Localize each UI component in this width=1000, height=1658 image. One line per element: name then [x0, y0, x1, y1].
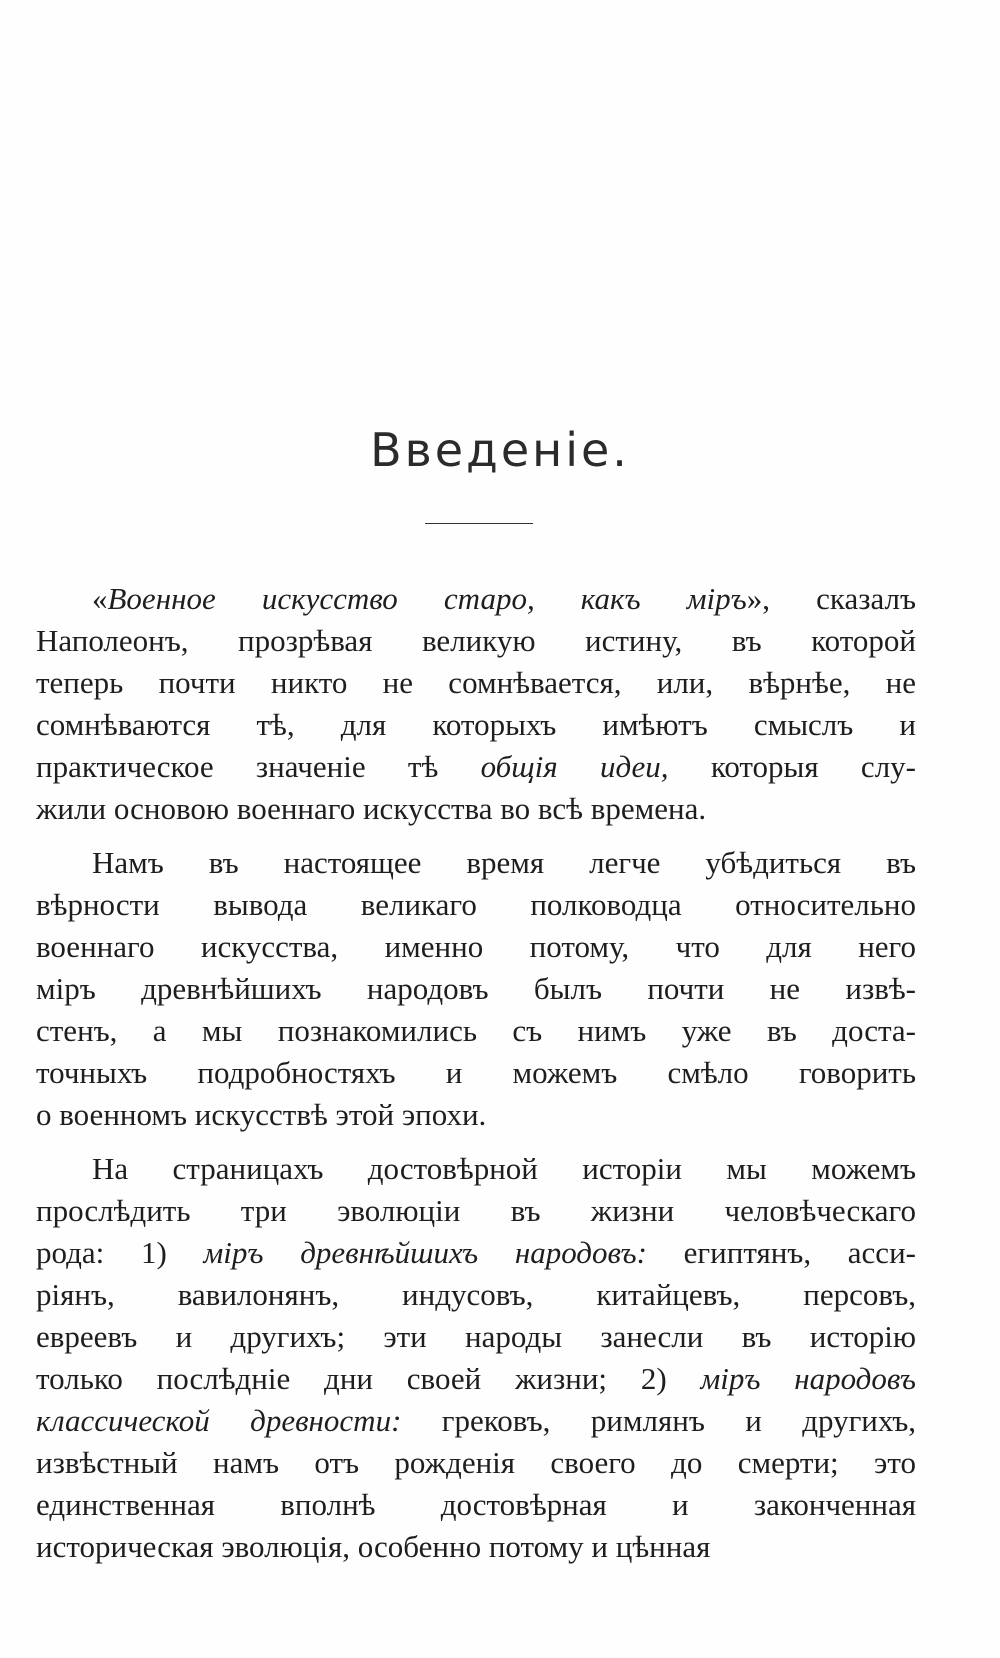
title-divider [425, 523, 533, 524]
text-run: о военномъ искусствѣ этой эпохи. [36, 1097, 487, 1132]
text-run: », сказалъ [746, 581, 916, 616]
text-run: « [92, 581, 108, 616]
text-run: историческая эволюцiя, особенно потому и цѣнная [36, 1529, 711, 1564]
italic-run: Военное искусство старо, какъ мiръ [107, 581, 747, 616]
text-run: Наполеонъ, прозрѣвая великую истину, въ которой [36, 623, 916, 658]
text-line [36, 1526, 916, 1568]
text-run: извѣстный намъ отъ рожденiя своего до смерти; это [36, 1445, 916, 1480]
text-line [36, 746, 916, 788]
text-line [36, 926, 916, 968]
text-run: рiянъ, вавилонянъ, индусовъ, китайцевъ, персовъ, [36, 1277, 916, 1312]
paragraph [36, 578, 916, 830]
paragraph [36, 842, 916, 1136]
text-run: практическое значенiе тѣ [36, 749, 481, 784]
text-run: египтянъ, асси- [646, 1235, 916, 1270]
text-line [36, 1148, 916, 1190]
text-run: только послѣднiе дни своей жизни; 2) [36, 1361, 701, 1396]
text-run: теперь почти никто не сомнѣвается, или, вѣрнѣе, не [36, 665, 916, 700]
text-line [36, 884, 916, 926]
text-line [36, 1094, 916, 1136]
text-line [36, 1190, 916, 1232]
text-line [36, 578, 916, 620]
text-line [36, 1052, 916, 1094]
text-line [36, 1358, 916, 1400]
text-line [36, 1274, 916, 1316]
italic-run: общiя идеи, [480, 749, 669, 784]
italic-run: классической древности: [36, 1403, 402, 1438]
text-run: Намъ въ настоящее время легче убѣдиться въ [92, 845, 916, 880]
text-line [36, 842, 916, 884]
text-run: жили основою военнаго искусства во всѣ времена. [36, 791, 707, 826]
text-run: которыя слу- [668, 749, 916, 784]
text-run: точныхъ подробностяхъ и можемъ смѣло говорить [36, 1055, 916, 1090]
text-line [36, 1400, 916, 1442]
text-line [36, 662, 916, 704]
text-line [36, 1316, 916, 1358]
text-run: евреевъ и другихъ; эти народы занесли въ исторiю [36, 1319, 916, 1354]
text-line [36, 788, 916, 830]
text-run: военнаго искусства, именно потому, что для него [36, 929, 916, 964]
text-line [36, 1010, 916, 1052]
text-line [36, 1232, 916, 1274]
paragraph-gap [36, 1136, 916, 1148]
text-run: единственная вполнѣ достовѣрная и законченная [36, 1487, 916, 1522]
text-line [36, 1442, 916, 1484]
text-run: сомнѣваются тѣ, для которыхъ имѣютъ смыслъ и [36, 707, 916, 742]
italic-run: мiръ древнѣйшихъ народовъ: [203, 1235, 647, 1270]
text-run: прослѣдить три эволюцiи въ жизни человѣческаго [36, 1193, 916, 1228]
text-run: рода: 1) [36, 1235, 204, 1270]
text-run: мiръ древнѣйшихъ народовъ былъ почти не извѣ- [36, 971, 916, 1006]
text-line [36, 968, 916, 1010]
text-run: На страницахъ достовѣрной исторiи мы можемъ [92, 1151, 916, 1186]
text-run: стенъ, а мы познакомились съ нимъ уже въ доста- [36, 1013, 916, 1048]
chapter-title: Введенiе. [370, 423, 630, 477]
text-line [36, 1484, 916, 1526]
italic-run: мiръ народовъ [700, 1361, 916, 1396]
text-line [36, 620, 916, 662]
text-line [36, 704, 916, 746]
text-run: вѣрности вывода великаго полководца относительно [36, 887, 916, 922]
text-run: грековъ, римлянъ и другихъ, [401, 1403, 916, 1438]
paragraph-gap [36, 830, 916, 842]
body-text [36, 578, 916, 1568]
paragraph [36, 1148, 916, 1568]
